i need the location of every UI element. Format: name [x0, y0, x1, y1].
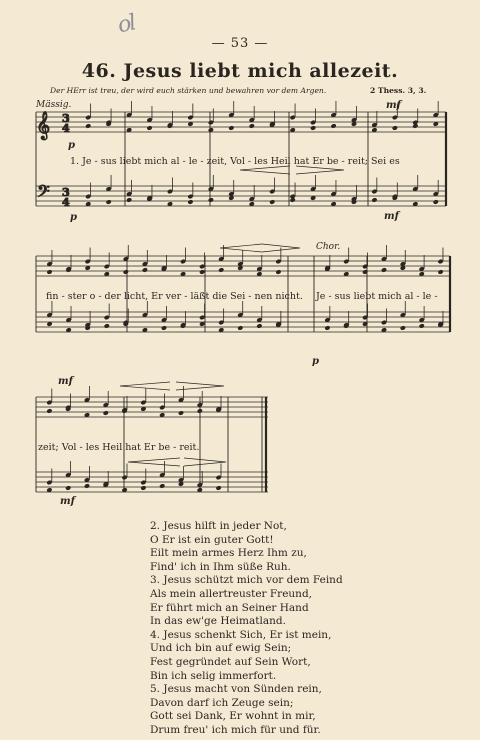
note-head	[146, 125, 152, 131]
note-head	[392, 125, 398, 131]
verse-line: Gott sei Dank, Er wohnt in mir,	[150, 710, 316, 723]
verse-5	[150, 683, 380, 737]
hairpin	[296, 166, 344, 174]
note-head	[290, 197, 296, 203]
note-head	[178, 410, 184, 416]
verse-3	[150, 574, 380, 628]
note-head	[330, 123, 336, 129]
note-head	[104, 323, 110, 329]
verse-line: Und ich bin auf ewig Sein;	[150, 642, 292, 655]
verses-block	[150, 520, 380, 738]
verse-line: O Er ist ein guter Gott!	[150, 533, 274, 546]
note-heads	[46, 101, 443, 493]
verse-line: 3. Jesus schützt mich vor dem Feind	[150, 574, 343, 587]
dynamic-mezzoforte: mf	[60, 496, 75, 507]
note-head	[256, 323, 262, 329]
note-head	[218, 267, 224, 273]
verse-line: Find' ich in Ihm süße Ruh.	[150, 560, 291, 573]
verse-line: Bin ich selig immerfort.	[150, 669, 277, 682]
verse-line: In das ew'ge Heimatland.	[150, 615, 286, 628]
note-head	[142, 267, 148, 273]
note-head	[140, 485, 146, 491]
note-head	[215, 485, 221, 491]
lyrics-line: Je - sus liebt mich al - le -	[316, 291, 438, 302]
note-head	[106, 199, 112, 205]
note-head	[419, 323, 425, 329]
note-head	[65, 485, 71, 491]
hairpin	[184, 458, 226, 466]
lyrics-line: fin - ster o - der licht, Er ver - läßt die Sei - nen nicht.	[46, 291, 303, 302]
verse-line: Davon darf ich Zeuge sein;	[150, 696, 294, 709]
time-signature: 4	[62, 196, 70, 209]
note-head	[197, 408, 203, 414]
tempo-marking: Mässig.	[36, 100, 72, 110]
verse-4	[150, 629, 380, 683]
verse-line: 2. Jesus hilft in jeder Not,	[150, 520, 287, 532]
hymn-title: 46. Jesus liebt mich allezeit.	[81, 60, 399, 82]
note-head	[46, 269, 52, 275]
verse-2	[150, 520, 380, 574]
dynamic-piano: p	[312, 356, 319, 367]
note-head	[249, 123, 255, 129]
note-head	[237, 325, 243, 331]
treble-clef-icon: 𝄞	[36, 111, 51, 139]
note-head	[412, 123, 418, 129]
choir-marking: Chor.	[316, 242, 341, 252]
note-head	[371, 197, 377, 203]
verse-line: Er führt mich an Seiner Hand	[150, 601, 309, 614]
note-head	[437, 269, 443, 275]
hairpin	[220, 244, 262, 252]
pencil-mark: ol	[115, 10, 137, 39]
note-head	[324, 325, 330, 331]
note-head	[84, 483, 90, 489]
verse-line: 4. Jesus schenkt Sich, Er ist mein,	[150, 628, 332, 641]
note-head	[187, 199, 193, 205]
verse-line: Fest gegründet auf Sein Wort,	[150, 655, 311, 668]
note-head	[381, 267, 387, 273]
lyrics-line: 1. Je - sus liebt mich al - le - zeit, Vol - les Heil hat Er be - reit; Sei es	[70, 156, 400, 167]
note-head	[123, 269, 129, 275]
note-head	[275, 269, 281, 275]
verse-line: Eilt mein armes Herz Ihm zu,	[150, 547, 307, 560]
lyrics-line: zeit; Vol - les Heil hat Er be - reit.	[38, 442, 200, 453]
verse-line: Als mein allertreuster Freund,	[150, 587, 313, 600]
epigraph: Der HErr ist treu, der wird euch stärken und bewahren vor dem Argen.	[50, 86, 327, 95]
dynamic-mezzoforte: mf	[58, 376, 73, 387]
time-signature: 3	[62, 112, 70, 125]
note-head	[269, 199, 275, 205]
note-head	[199, 269, 205, 275]
hairpin	[128, 458, 180, 466]
hairpin	[240, 166, 290, 174]
dynamic-piano: p	[70, 212, 77, 223]
note-head	[161, 325, 167, 331]
note-head	[208, 197, 214, 203]
dynamic-mezzoforte: mf	[386, 100, 401, 111]
dynamic-piano: p	[68, 140, 75, 151]
note-head	[85, 123, 91, 129]
hairpin	[120, 382, 170, 390]
note-head	[228, 125, 234, 131]
verse-line: 5. Jesus macht von Sünden rein,	[150, 683, 322, 696]
note-head	[400, 325, 406, 331]
time-signature: 4	[62, 122, 70, 135]
note-head	[159, 483, 165, 489]
note-head	[433, 199, 439, 205]
page-number: — 53 —	[211, 36, 269, 51]
music-symbols	[36, 111, 344, 466]
note-head	[46, 408, 52, 414]
note-head	[103, 410, 109, 416]
dynamic-mezzoforte: mf	[384, 211, 399, 222]
bass-clef-icon: 𝄢	[37, 181, 50, 205]
note-head	[126, 197, 132, 203]
time-signature: 3	[62, 186, 70, 199]
verse-line: Drum freu' ich mich für und für.	[150, 723, 321, 736]
note-head	[310, 125, 316, 131]
epigraph-reference: 2 Thess. 3, 3.	[370, 86, 427, 95]
